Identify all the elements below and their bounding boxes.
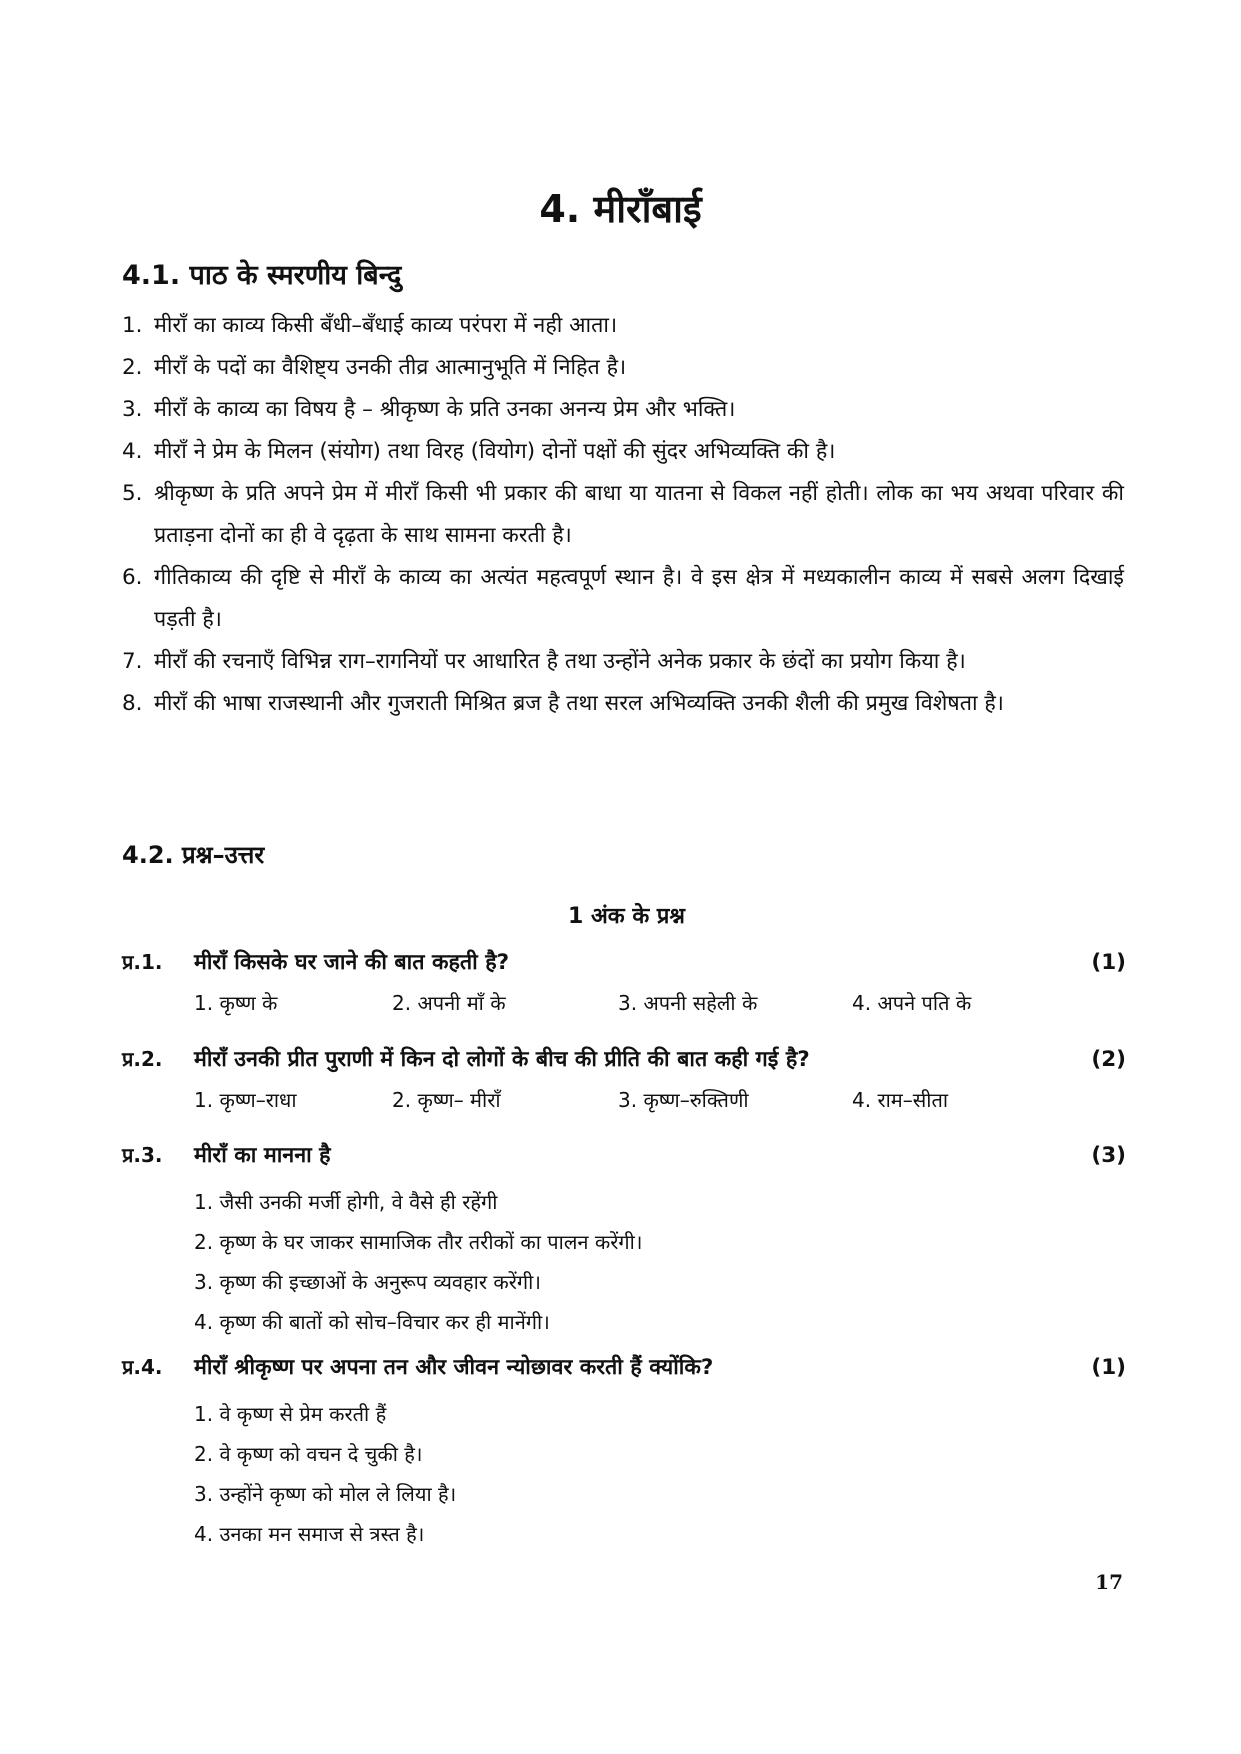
question-2 xyxy=(122,1044,1126,1126)
section-heading-prashn-uttar: 4.2. प्रश्न–उत्तर xyxy=(122,841,265,869)
question-marks: (2) xyxy=(1091,1047,1126,1072)
section-heading-smaraniya-bindu: 4.1. पाठ के स्मरणीय बिन्दु xyxy=(122,260,402,291)
options-list xyxy=(122,989,1126,1029)
point-number: 4. xyxy=(122,439,143,464)
question-number: प्र.2. xyxy=(122,1047,163,1071)
point-number: 7. xyxy=(122,649,143,674)
point-item xyxy=(122,305,1124,347)
point-number: 3. xyxy=(122,397,143,422)
point-item xyxy=(122,347,1124,389)
point-text: मीराँ की भाषा राजस्थानी और गुजराती मिश्रित ब्रज है तथा सरल अभिव्यक्ति उनकी शैली की प्रमुख विशेषता है। xyxy=(154,691,1004,716)
option-item: 2. वे कृष्ण को वचन दे चुकी है। xyxy=(194,1442,423,1466)
question-number: प्र.1. xyxy=(122,950,163,974)
option-item: 4. राम–सीता xyxy=(852,1088,949,1112)
point-item xyxy=(122,641,1124,683)
point-item xyxy=(122,431,1124,473)
point-item xyxy=(122,683,1124,725)
option-item: 2. कृष्ण के घर जाकर सामाजिक तौर तरीकों का पालन करेंगी। xyxy=(194,1230,643,1254)
option-item: 2. अपनी माँ के xyxy=(392,991,506,1015)
point-item xyxy=(122,389,1124,431)
option-item: 4. अपने पति के xyxy=(852,991,972,1015)
question-marks: (3) xyxy=(1091,1143,1126,1168)
point-number: 1. xyxy=(122,313,143,338)
options-list xyxy=(122,1182,1126,1342)
option-item: 3. कृष्ण–रुक्तिणी xyxy=(618,1088,749,1112)
option-item: 4. उनका मन समाज से त्रस्त है। xyxy=(194,1522,425,1546)
point-number: 8. xyxy=(122,691,143,716)
point-text: श्रीकृष्ण के प्रति अपने प्रेम में मीराँ किसी भी प्रकार की बाधा या यातना से विकल नहीं होती। लोक का भय अथवा परिवार की प्रताड़ना दोनों का ही वे दृढ़ता के साथ सामना करती है। xyxy=(154,481,1124,548)
question-text: मीराँ उनकी प्रीत पुराणी में किन दो लोगों के बीच की प्रीति की बात कही गई है? xyxy=(194,1047,810,1072)
question-3 xyxy=(122,1140,1126,1342)
point-text: मीराँ के पदों का वैशिष्ट्य उनकी तीव्र आत्मानुभूति में निहित है। xyxy=(154,355,627,380)
options-list xyxy=(122,1086,1126,1126)
question-4 xyxy=(122,1352,1126,1554)
point-number: 5. xyxy=(122,481,143,506)
point-text: मीराँ के काव्य का विषय है – श्रीकृष्ण के प्रति उनका अनन्य प्रेम और भक्ति। xyxy=(154,397,736,422)
point-item xyxy=(122,557,1124,641)
question-number: प्र.3. xyxy=(122,1143,163,1167)
question-text: मीराँ श्रीकृष्ण पर अपना तन और जीवन न्योछावर करती हैं क्योंकि? xyxy=(194,1355,714,1380)
question-text: मीराँ किसके घर जाने की बात कहती है? xyxy=(194,950,510,975)
page-number: 17 xyxy=(1095,1570,1123,1594)
option-item: 3. कृष्ण की इच्छाओं के अनुरूप व्यवहार करेंगी। xyxy=(194,1270,541,1294)
point-item xyxy=(122,473,1124,557)
question-text: मीराँ का मानना है xyxy=(194,1143,331,1168)
point-text: मीराँ की रचनाएँ विभिन्न राग–रागनियों पर आधारित है तथा उन्होंने अनेक प्रकार के छंदों का प्रयोग किया है। xyxy=(154,649,966,674)
question-number: प्र.4. xyxy=(122,1355,163,1379)
option-item: 1. वे कृष्ण से प्रेम करती हैं xyxy=(194,1402,387,1426)
point-number: 6. xyxy=(122,565,143,590)
question-group-heading xyxy=(0,900,1241,930)
chapter-title: 4. मीराँबाई xyxy=(539,187,702,231)
point-number: 2. xyxy=(122,355,143,380)
point-text: मीराँ का काव्य किसी बँधी–बँधाई काव्य परंपरा में नही आता। xyxy=(154,313,618,338)
point-text: गीतिकाव्य की दृष्टि से मीराँ के काव्य का अत्यंत महत्वपूर्ण स्थान है। वे इस क्षेत्र में मध्यकालीन काव्य में सबसे अलग दिखाई पड़ती है। xyxy=(154,565,1124,632)
option-item: 3. उन्होंने कृष्ण को मोल ले लिया है। xyxy=(194,1482,457,1506)
option-item: 2. कृष्ण– मीराँ xyxy=(392,1088,501,1112)
option-item: 1. कृष्ण–राधा xyxy=(194,1088,297,1112)
question-marks: (1) xyxy=(1091,950,1126,975)
option-item: 1. जैसी उनकी मर्जी होगी, वे वैसे ही रहेंगी xyxy=(194,1190,498,1214)
options-list xyxy=(122,1394,1126,1554)
option-item: 3. अपनी सहेली के xyxy=(618,991,758,1015)
question-marks: (1) xyxy=(1091,1355,1126,1380)
option-item: 1. कृष्ण के xyxy=(194,991,278,1015)
question-group-heading-text: 1 अंक के प्रश्न xyxy=(568,904,685,929)
point-text: मीराँ ने प्रेम के मिलन (संयोग) तथा विरह (वियोग) दोनों पक्षों की सुंदर अभिव्यक्ति की है। xyxy=(154,439,836,464)
option-item: 4. कृष्ण की बातों को सोच–विचार कर ही मानेंगी। xyxy=(194,1310,550,1334)
question-1 xyxy=(122,947,1126,1029)
memorable-points-list xyxy=(122,305,1124,725)
